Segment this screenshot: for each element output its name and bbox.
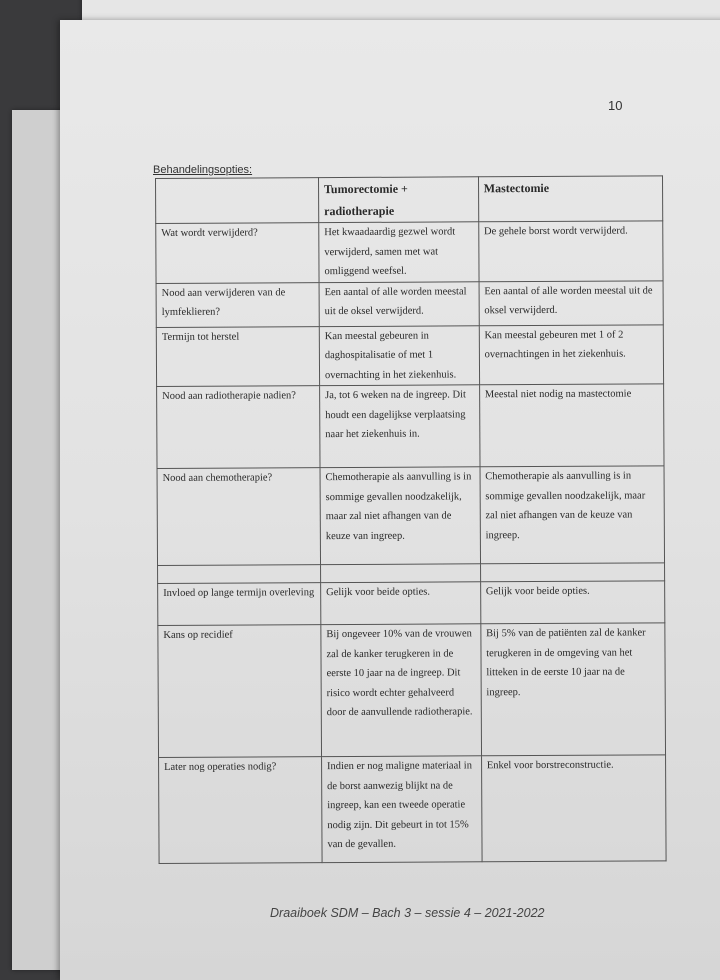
row-label: Kans op recidief bbox=[158, 625, 322, 758]
document-page bbox=[60, 20, 720, 980]
tumorectomie-cell: Kan meestal gebeuren in daghospitalisatie of met 1 overnachting in het ziekenhuis. bbox=[319, 325, 479, 385]
table-row bbox=[157, 384, 664, 469]
tumorectomie-cell: Indien er nog maligne materiaal in de borst aanwezig blijkt na de ingreep, kan een tweede operatie nodig zijn. Dit gebeurt in tot 15% van de gevallen. bbox=[321, 756, 481, 863]
table-header-row bbox=[156, 176, 663, 224]
row-label: Wat wordt verwijderd? bbox=[156, 223, 319, 283]
header-tumorectomie: Tumorectomie + radiotherapie bbox=[318, 177, 478, 223]
table-row bbox=[156, 324, 663, 386]
row-label: Termijn tot herstel bbox=[156, 326, 319, 386]
mastectomie-cell: Bij 5% van de patiënten zal de kanker terugkeren in de omgeving van het litteken in de eerste 10 jaar na de ingreep. bbox=[481, 623, 666, 756]
row-label: Nood aan verwijderen van de lymfeklieren? bbox=[156, 282, 319, 327]
mastectomie-cell: Kan meestal gebeuren met 1 of 2 overnachtingen in het ziekenhuis. bbox=[479, 324, 664, 384]
table-row bbox=[158, 623, 666, 758]
mastectomie-cell bbox=[480, 563, 664, 582]
treatment-options-table bbox=[155, 175, 667, 864]
table-row bbox=[158, 581, 665, 626]
tumorectomie-cell: Een aantal of alle worden meestal uit de oksel verwijderd. bbox=[319, 281, 479, 326]
table-row bbox=[156, 280, 663, 327]
table-row bbox=[159, 755, 667, 864]
section-title: Behandelingsopties: bbox=[153, 164, 253, 176]
tumorectomie-cell: Het kwaadaardig gezwel wordt verwijderd, samen met wat omliggend weefsel. bbox=[319, 222, 479, 282]
row-label: Later nog operaties nodig? bbox=[159, 757, 323, 864]
header-empty bbox=[156, 178, 319, 224]
row-label: Invloed op lange termijn overleving bbox=[158, 583, 321, 626]
page-footer: Draaiboek SDM – Bach 3 – sessie 4 – 2021-2022 bbox=[270, 906, 545, 920]
row-label: Nood aan radiotherapie nadien? bbox=[157, 386, 320, 469]
table-row bbox=[157, 466, 665, 566]
table-row bbox=[156, 221, 663, 283]
mastectomie-cell: Enkel voor borstreconstructie. bbox=[481, 755, 666, 862]
mastectomie-cell: Chemotherapie als aanvulling is in sommige gevallen noodzakelijk, maar zal niet afhangen van de keuze van ingreep. bbox=[480, 466, 665, 564]
mastectomie-cell: Gelijk voor beide opties. bbox=[480, 581, 664, 624]
mastectomie-cell: De gehele borst wordt verwijderd. bbox=[478, 221, 663, 281]
mastectomie-cell: Meestal niet nodig na mastectomie bbox=[479, 384, 664, 467]
row-label bbox=[158, 565, 321, 584]
header-mastectomie: Mastectomie bbox=[478, 176, 663, 222]
mastectomie-cell: Een aantal of alle worden meestal uit de oksel verwijderd. bbox=[479, 280, 664, 325]
page-number: 10 bbox=[608, 98, 623, 113]
tumorectomie-cell: Ja, tot 6 weken na de ingreep. Dit houdt een dagelijkse verplaatsing naar het ziekenhuis in. bbox=[320, 385, 480, 468]
tumorectomie-cell bbox=[320, 564, 480, 583]
tumorectomie-cell: Chemotherapie als aanvulling is in sommige gevallen noodzakelijk, maar zal niet afhangen van de keuze van ingreep. bbox=[320, 467, 480, 565]
tumorectomie-cell: Bij ongeveer 10% van de vrouwen zal de kanker terugkeren in de eerste 10 jaar na de ingreep. Dit risico wordt echter gehalveerd door de aanvullende radiotherapie. bbox=[321, 624, 481, 757]
row-label: Nood aan chemotherapie? bbox=[157, 468, 320, 566]
tumorectomie-cell: Gelijk voor beide opties. bbox=[321, 582, 481, 625]
